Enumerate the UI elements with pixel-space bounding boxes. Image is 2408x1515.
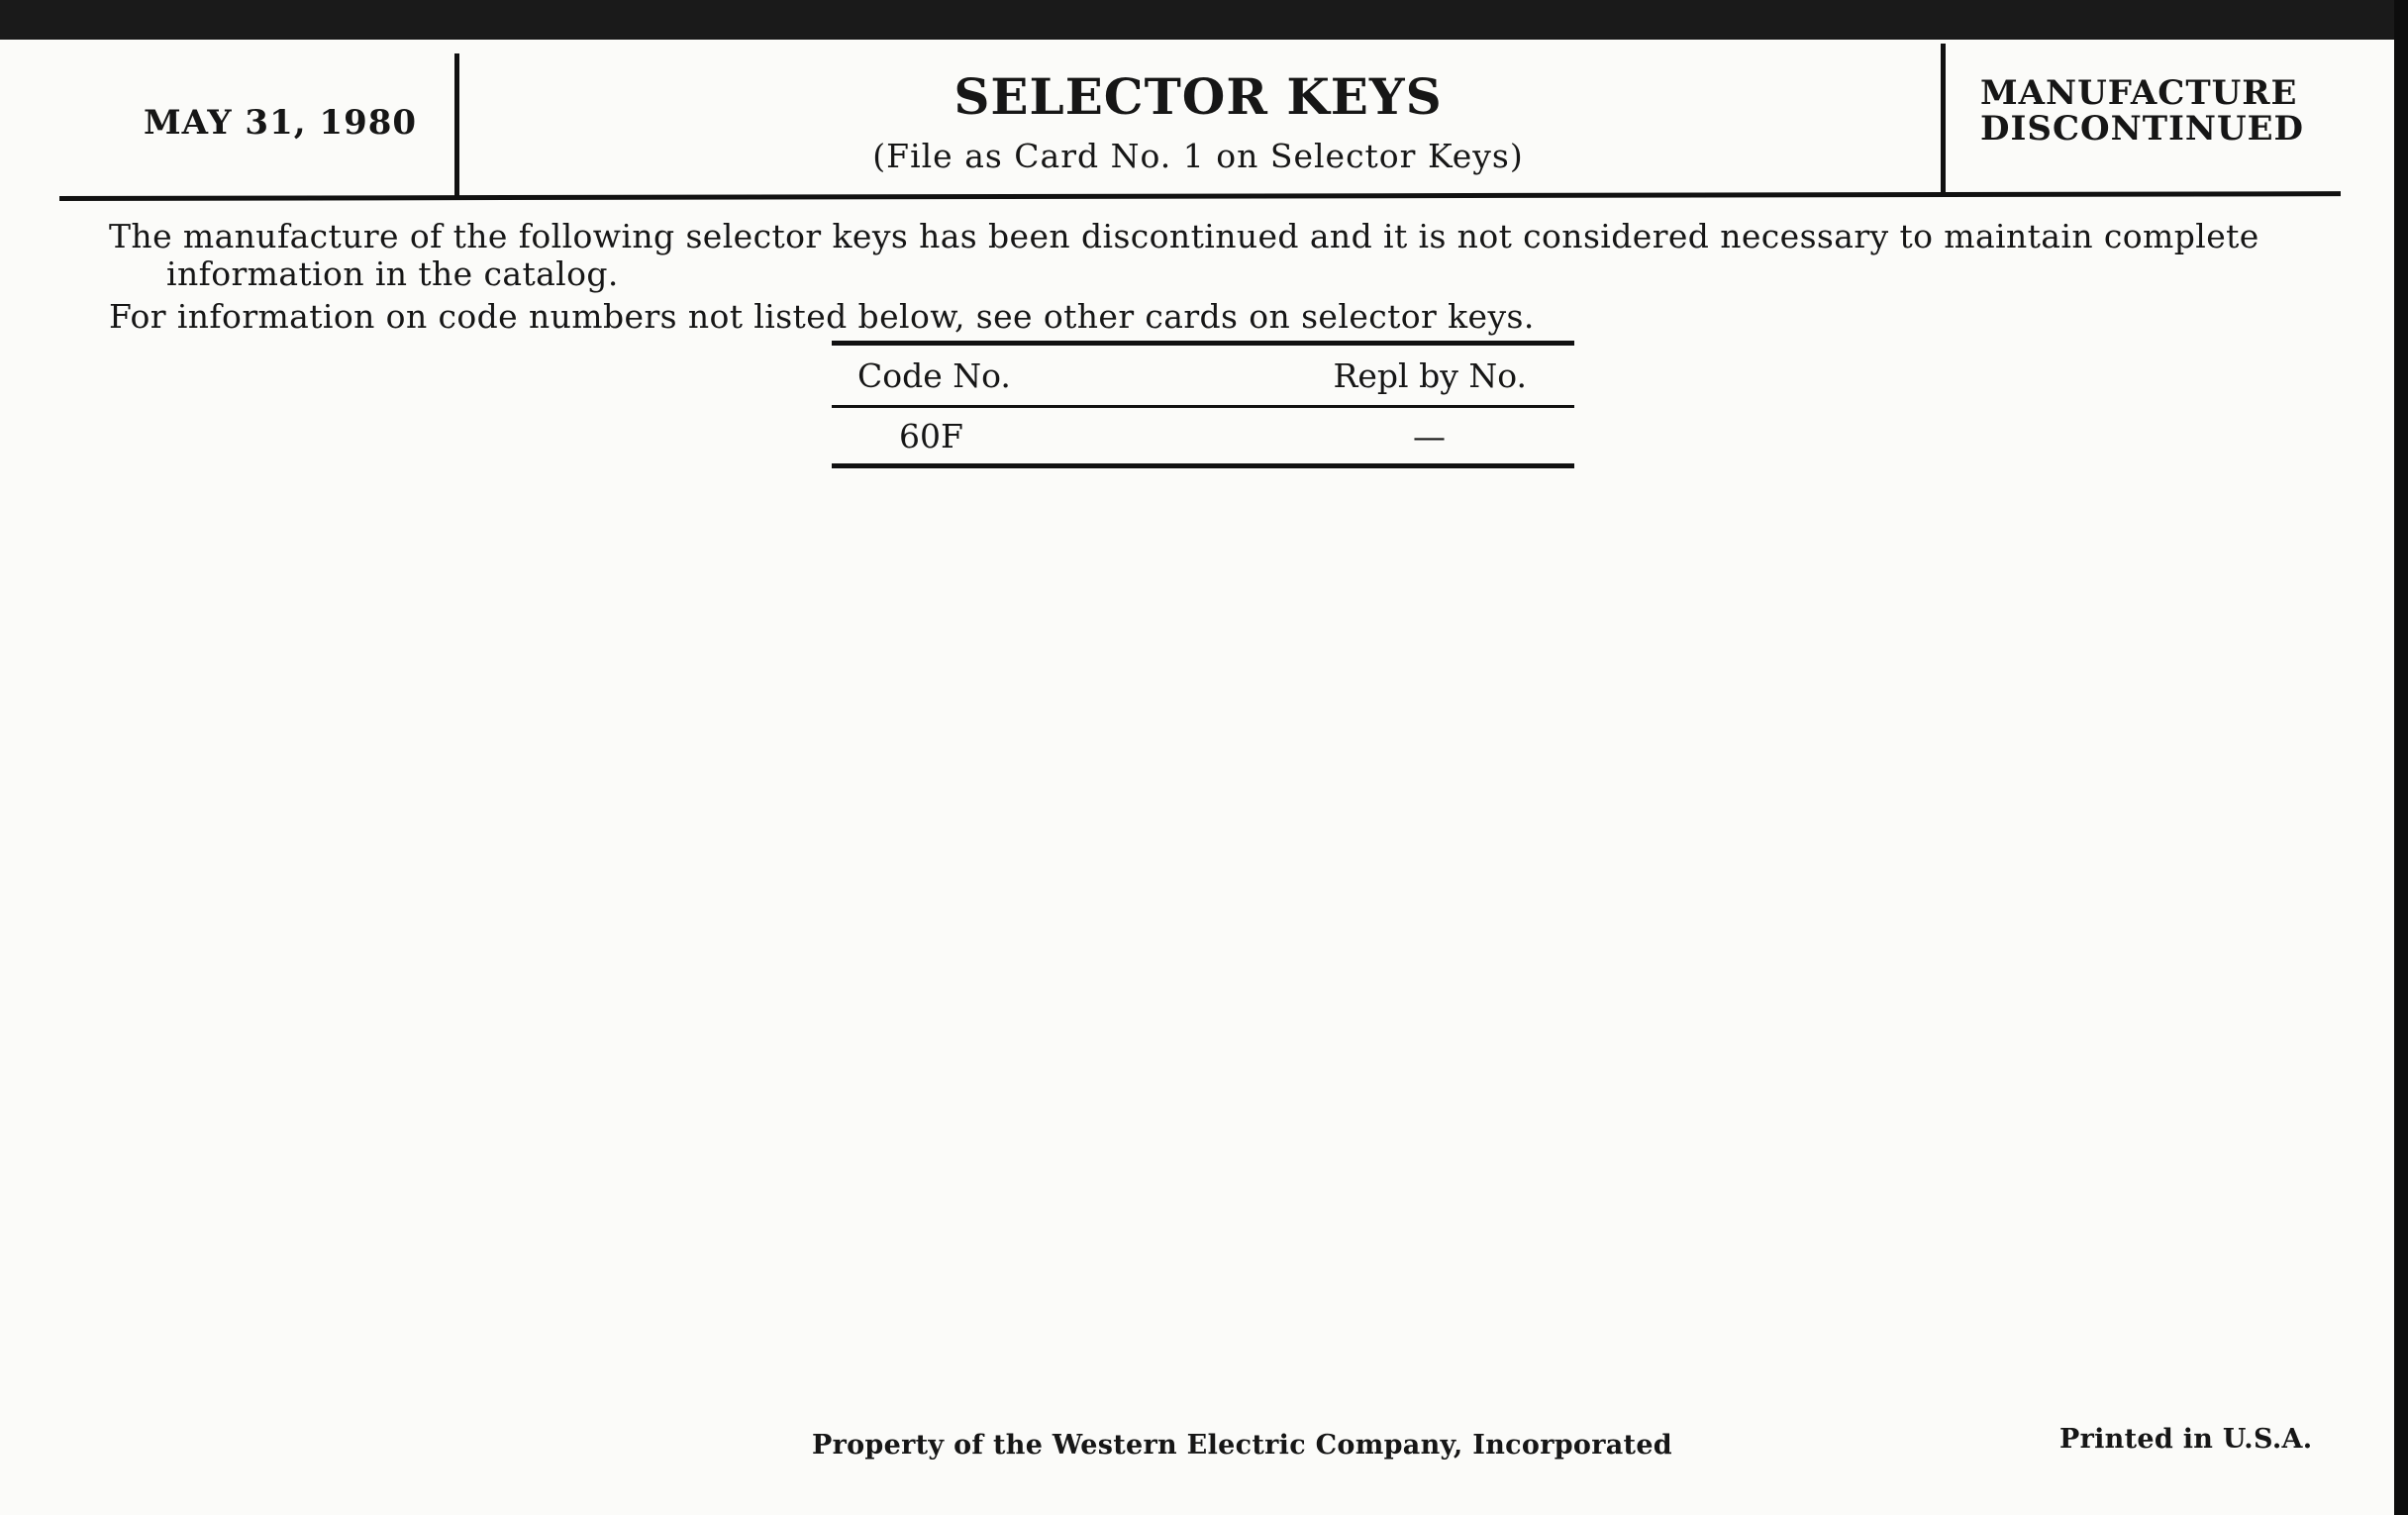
card-subtitle: (File as Card No. 1 on Selector Keys) <box>872 137 1524 175</box>
notice-paragraph-2: For information on code numbers not listed below, see other cards on selector keys. <box>109 297 1535 336</box>
code-table <box>832 341 1574 468</box>
notice-text <box>109 218 2302 336</box>
notice-paragraph-1-line-2: information in the catalog. <box>166 254 619 293</box>
table-bottom-rule <box>832 466 1574 469</box>
table-row <box>832 407 1574 466</box>
scan-edge-shadow <box>2394 0 2408 1515</box>
card-date: MAY 31, 1980 <box>144 103 418 143</box>
status-label <box>1980 75 2304 147</box>
footer-printed: Printed in U.S.A. <box>2059 1424 2313 1455</box>
cell-repl: — <box>1413 416 1446 455</box>
column-header-code: Code No. <box>857 355 1011 395</box>
header-divider-left <box>454 53 459 200</box>
cell-code: 60F <box>899 416 963 455</box>
status-line-1: MANUFACTURE <box>1980 73 2298 113</box>
table-header-row <box>832 344 1574 407</box>
status-line-2: DISCONTINUED <box>1980 109 2305 149</box>
footer-property: Property of the Western Electric Company, Incorporated <box>812 1430 1672 1461</box>
header-divider-right <box>1941 44 1946 192</box>
column-header-repl: Repl by No. <box>1333 355 1527 395</box>
card-title: SELECTOR KEYS <box>953 67 1443 126</box>
notice-paragraph-1-line-1: The manufacture of the following selector keys has been discontinued and it is not considered necessary to maintain complete <box>109 217 2259 255</box>
